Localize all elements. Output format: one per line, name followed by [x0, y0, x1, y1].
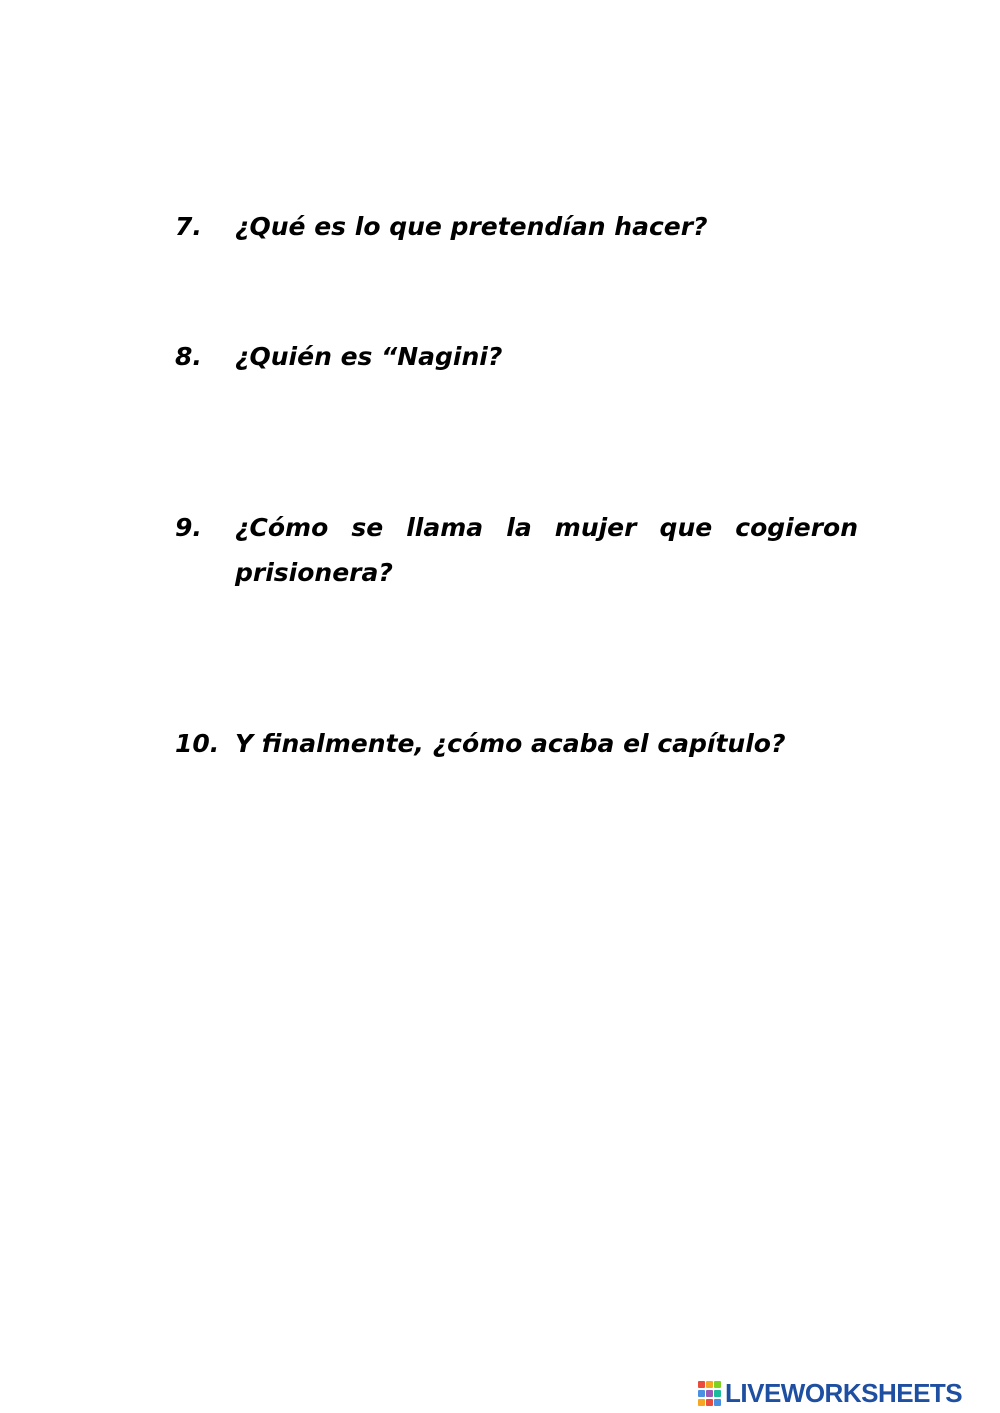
- liveworksheets-logo-icon: [698, 1379, 722, 1407]
- question-10: [175, 721, 858, 766]
- question-text: ¿Quién es “Nagini?: [235, 342, 503, 371]
- question-7: [175, 204, 858, 249]
- question-text: Y finalmente, ¿cómo acaba el capítulo?: [235, 729, 786, 758]
- question-8: [175, 334, 858, 379]
- liveworksheets-watermark: [698, 1376, 962, 1410]
- question-number: 7.: [175, 212, 202, 241]
- question-number: 10.: [175, 729, 220, 758]
- brand-name: LIVEWORKSHEETS: [725, 1378, 963, 1408]
- question-number: 8.: [175, 342, 202, 371]
- question-9: [175, 505, 858, 595]
- question-text: ¿Cómo se llama la mujer que cogieron prisionera?: [235, 513, 858, 587]
- question-number: 9.: [175, 513, 202, 542]
- question-text: ¿Qué es lo que pretendían hacer?: [235, 212, 708, 241]
